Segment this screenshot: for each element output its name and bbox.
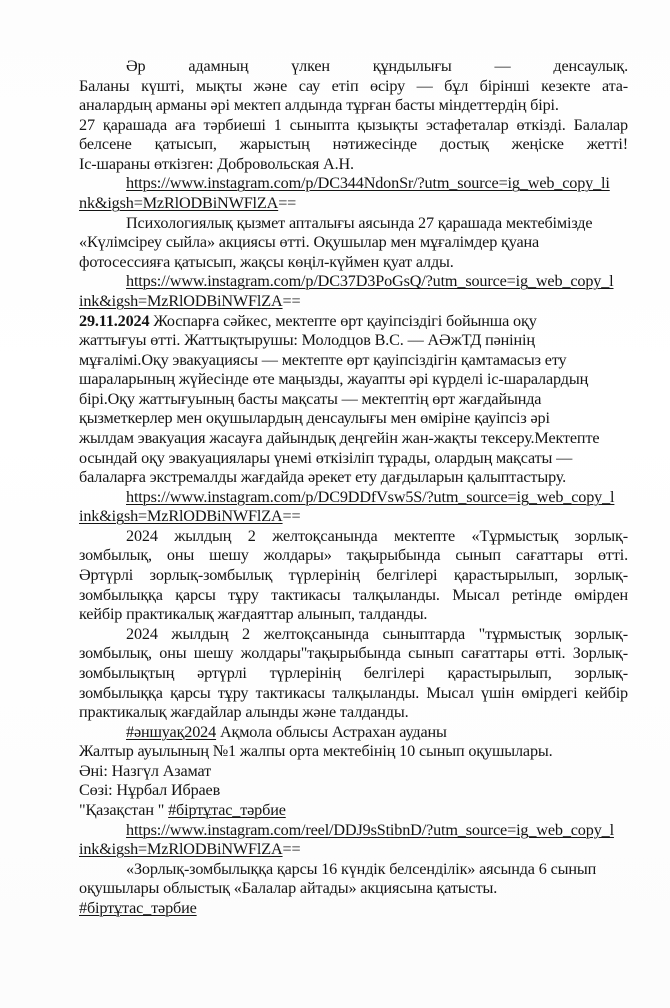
paragraph-song-line xyxy=(79,723,628,743)
text-line: практикалық жағдайлар алынды және талданды. xyxy=(79,703,409,722)
paragraph-health-line xyxy=(79,96,628,116)
paragraph-violence2-line xyxy=(79,625,628,645)
text-line: Әні: Назгүл Азамат xyxy=(79,761,212,780)
text-line: Әртүрлі зорлық-зомбылық түрлерінің белгілері қарастырылып, зорлық- xyxy=(79,566,628,585)
text-line: зомбылыққа қарсы тұру тактикасы талқыланды. Мысал ретінде өмірден xyxy=(79,585,628,604)
link-tail: == xyxy=(282,507,301,526)
instagram-link-1-part1[interactable]: https://www.instagram.com/p/DC344NdonSr/?utm_source=ig_web_copy_li xyxy=(126,174,610,193)
text-line: аналардың арманы әрі мектеп алдында тұрған басты міндеттердің бірі. xyxy=(79,96,559,115)
text-line: зомбылық, оны шешу жолдары» тақырыбында сынып сағаттары өтті. xyxy=(79,546,628,565)
text-line: балаларға экстремалды жағдайда әрекет ету дағдыларын қалыптастыру. xyxy=(79,468,567,487)
paragraph-violence2-line xyxy=(79,664,628,684)
text-line: Жалтыр ауылының №1 жалпы орта мектебінің 10 сынып оқушылары. xyxy=(79,742,553,761)
paragraph-evacuation-line xyxy=(79,409,628,429)
instagram-link-4-part2[interactable]: ink&igsh=MzRlODBiNWFlZA xyxy=(79,840,283,859)
text-line: зомбылықтың әртүрлі түрлерінің белгілері қарастырылып, зорлық- xyxy=(79,663,628,682)
paragraph-evacuation-line xyxy=(79,331,628,351)
text-line: Психологиялық қызмет апталығы аясында 27 қарашада мектебімізде xyxy=(126,213,593,232)
instagram-link-2[interactable] xyxy=(79,272,628,292)
text-line: осындай оқу эвакуациялары үнемі өткізіліп тұрады, олардың мақсаты — xyxy=(79,448,573,467)
text-line: Ақмола облысы Астрахан ауданы xyxy=(216,722,447,741)
paragraph-evacuation-line xyxy=(79,429,628,449)
paragraph-health-line xyxy=(79,77,628,97)
paragraph-relay-line xyxy=(79,116,628,136)
instagram-link-4[interactable] xyxy=(79,821,628,841)
paragraph-evacuation-line xyxy=(79,449,628,469)
text-line: 27 қарашада аға тәрбиеші 1 сыныпта қызықты эстафеталар өткізді. Балалар xyxy=(79,115,628,134)
link-tail: == xyxy=(282,291,301,310)
text-line: 2024 жылдың 2 желтоқсанында сыныптарда "тұрмыстық зорлық- xyxy=(126,624,628,643)
text-line: Іс-шараны өткізген: Добровольская А.Н. xyxy=(79,154,354,173)
paragraph-campaign-line xyxy=(79,860,628,880)
instagram-link-1-part2[interactable]: nk&igsh=MzRlODBiNWFlZA xyxy=(79,194,279,213)
paragraph-evacuation-line xyxy=(79,468,628,488)
text-line: мұғалімі.Оқу эвакуациясы — мектепте өрт қауіпсіздігін қамтамасыз ету xyxy=(79,350,567,369)
instagram-link-3[interactable] xyxy=(79,488,628,508)
text-line: жаттығуы өтті. Жаттықтырушы: Молодцов В.С. — АӘжТД пәнінің xyxy=(79,331,535,350)
paragraph-health-line xyxy=(79,57,628,77)
instagram-link-1[interactable] xyxy=(79,174,628,194)
instagram-link-3-cont[interactable] xyxy=(79,507,628,527)
paragraph-violence-line xyxy=(79,527,628,547)
paragraph-song-line xyxy=(79,801,628,821)
paragraph-violence-line xyxy=(79,566,628,586)
hashtag-anshuak-link[interactable]: #әншуақ2024 xyxy=(126,722,217,741)
paragraph-violence-line xyxy=(79,546,628,566)
instagram-link-4-cont[interactable] xyxy=(79,840,628,860)
text-line: Сөзі: Нұрбал Ибраев xyxy=(79,781,221,800)
date-label: 29.11.2024 xyxy=(79,311,150,330)
paragraph-evacuation-line xyxy=(79,351,628,371)
paragraph-song-line xyxy=(79,742,628,762)
text-line: Жоспарға сәйкес, мектепте өрт қауіпсіздігі бойынша оқу xyxy=(149,311,537,330)
paragraph-campaign-line xyxy=(79,899,628,919)
text-line: Әр адамның үлкен құндылығы — денсаулық. xyxy=(126,57,628,75)
paragraph-relay-line xyxy=(79,135,628,155)
paragraph-evacuation-line xyxy=(79,312,628,332)
instagram-link-2-cont[interactable] xyxy=(79,292,628,312)
paragraph-violence2-line xyxy=(79,684,628,704)
hashtag-birtutas-link-2[interactable]: #біртұтас_тәрбие xyxy=(79,898,197,917)
document-body xyxy=(79,57,628,918)
instagram-link-3-part1[interactable]: https://www.instagram.com/p/DC9DDfVsw5S/?utm_source=ig_web_copy_l xyxy=(126,487,615,506)
text-line: Баланы күшті, мықты және сау етіп өсіру — бұл бірінші кезекте ата- xyxy=(79,76,628,95)
text-line: 2024 жылдың 2 желтоқсанында мектепте «Тұрмыстық зорлық- xyxy=(126,526,628,545)
text-line: бірі.Оқу жаттығуының басты мақсаты — мектептің өрт жағдайында xyxy=(79,389,542,408)
paragraph-song-line xyxy=(79,762,628,782)
paragraph-campaign-line xyxy=(79,879,628,899)
instagram-link-3-part2[interactable]: ink&igsh=MzRlODBiNWFlZA xyxy=(79,507,283,526)
text-line: зомбылық, оны шешу жолдары"тақырыбында сынып сағаттары өтті. Зорлық- xyxy=(79,644,628,663)
paragraph-smile-line xyxy=(79,233,628,253)
paragraph-song-line xyxy=(79,781,628,801)
text-line: белсене қатысып, жарыстың нәтижесінде достық жеңіске жетті! xyxy=(79,135,628,154)
paragraph-evacuation-line xyxy=(79,390,628,410)
paragraph-evacuation-line xyxy=(79,370,628,390)
paragraph-violence2-line xyxy=(79,644,628,664)
text-line: «Зорлық-зомбылыққа қарсы 16 күндік белсенділік» аясында 6 сынып xyxy=(126,859,597,878)
text-line: "Қазақстан " xyxy=(79,800,169,819)
text-line: фотосессияға қатысып, жақсы көңіл-күймен қуат алды. xyxy=(79,252,454,271)
paragraph-violence-line xyxy=(79,586,628,606)
paragraph-smile-line xyxy=(79,214,628,234)
hashtag-birtutas-link[interactable]: #біртұтас_тәрбие xyxy=(168,800,286,819)
paragraph-violence-line xyxy=(79,605,628,625)
text-line: оқушылары облыстық «Балалар айтады» акциясына қатысты. xyxy=(79,879,498,898)
link-tail: == xyxy=(278,194,297,213)
instagram-link-2-part1[interactable]: https://www.instagram.com/p/DC37D3PoGsQ/?utm_source=ig_web_copy_l xyxy=(126,272,614,291)
text-line: зомбылыққа қарсы тұру тактикасы талқыланды. Мысал үшін өмірдегі кейбір xyxy=(79,683,628,702)
text-line: қызметкерлер мен оқушылардың денсаулығы мен өміріне қауіпсіз әрі xyxy=(79,409,550,428)
paragraph-violence2-line xyxy=(79,703,628,723)
instagram-link-4-part1[interactable]: https://www.instagram.com/reel/DDJ9sStibnD/?utm_source=ig_web_copy_l xyxy=(126,820,614,839)
instagram-link-1-cont[interactable] xyxy=(79,194,628,214)
paragraph-smile-line xyxy=(79,253,628,273)
instagram-link-2-part2[interactable]: ink&igsh=MzRlODBiNWFlZA xyxy=(79,291,283,310)
text-line: «Күлімсіреу сыйла» акциясы өтті. Оқушылар мен мұғалімдер қуана xyxy=(79,233,540,252)
link-tail: == xyxy=(282,840,301,859)
text-line: кейбір практикалық жағдаяттар алынып, талданды. xyxy=(79,605,428,624)
paragraph-relay-line xyxy=(79,155,628,175)
text-line: шараларының жүйесінде өте маңызды, жауапты әрі күрделі іс-шаралардың xyxy=(79,370,589,389)
text-line: жылдам эвакуация жасауға дайындық деңгейін жан-жақты тексеру.Мектепте xyxy=(79,428,600,447)
